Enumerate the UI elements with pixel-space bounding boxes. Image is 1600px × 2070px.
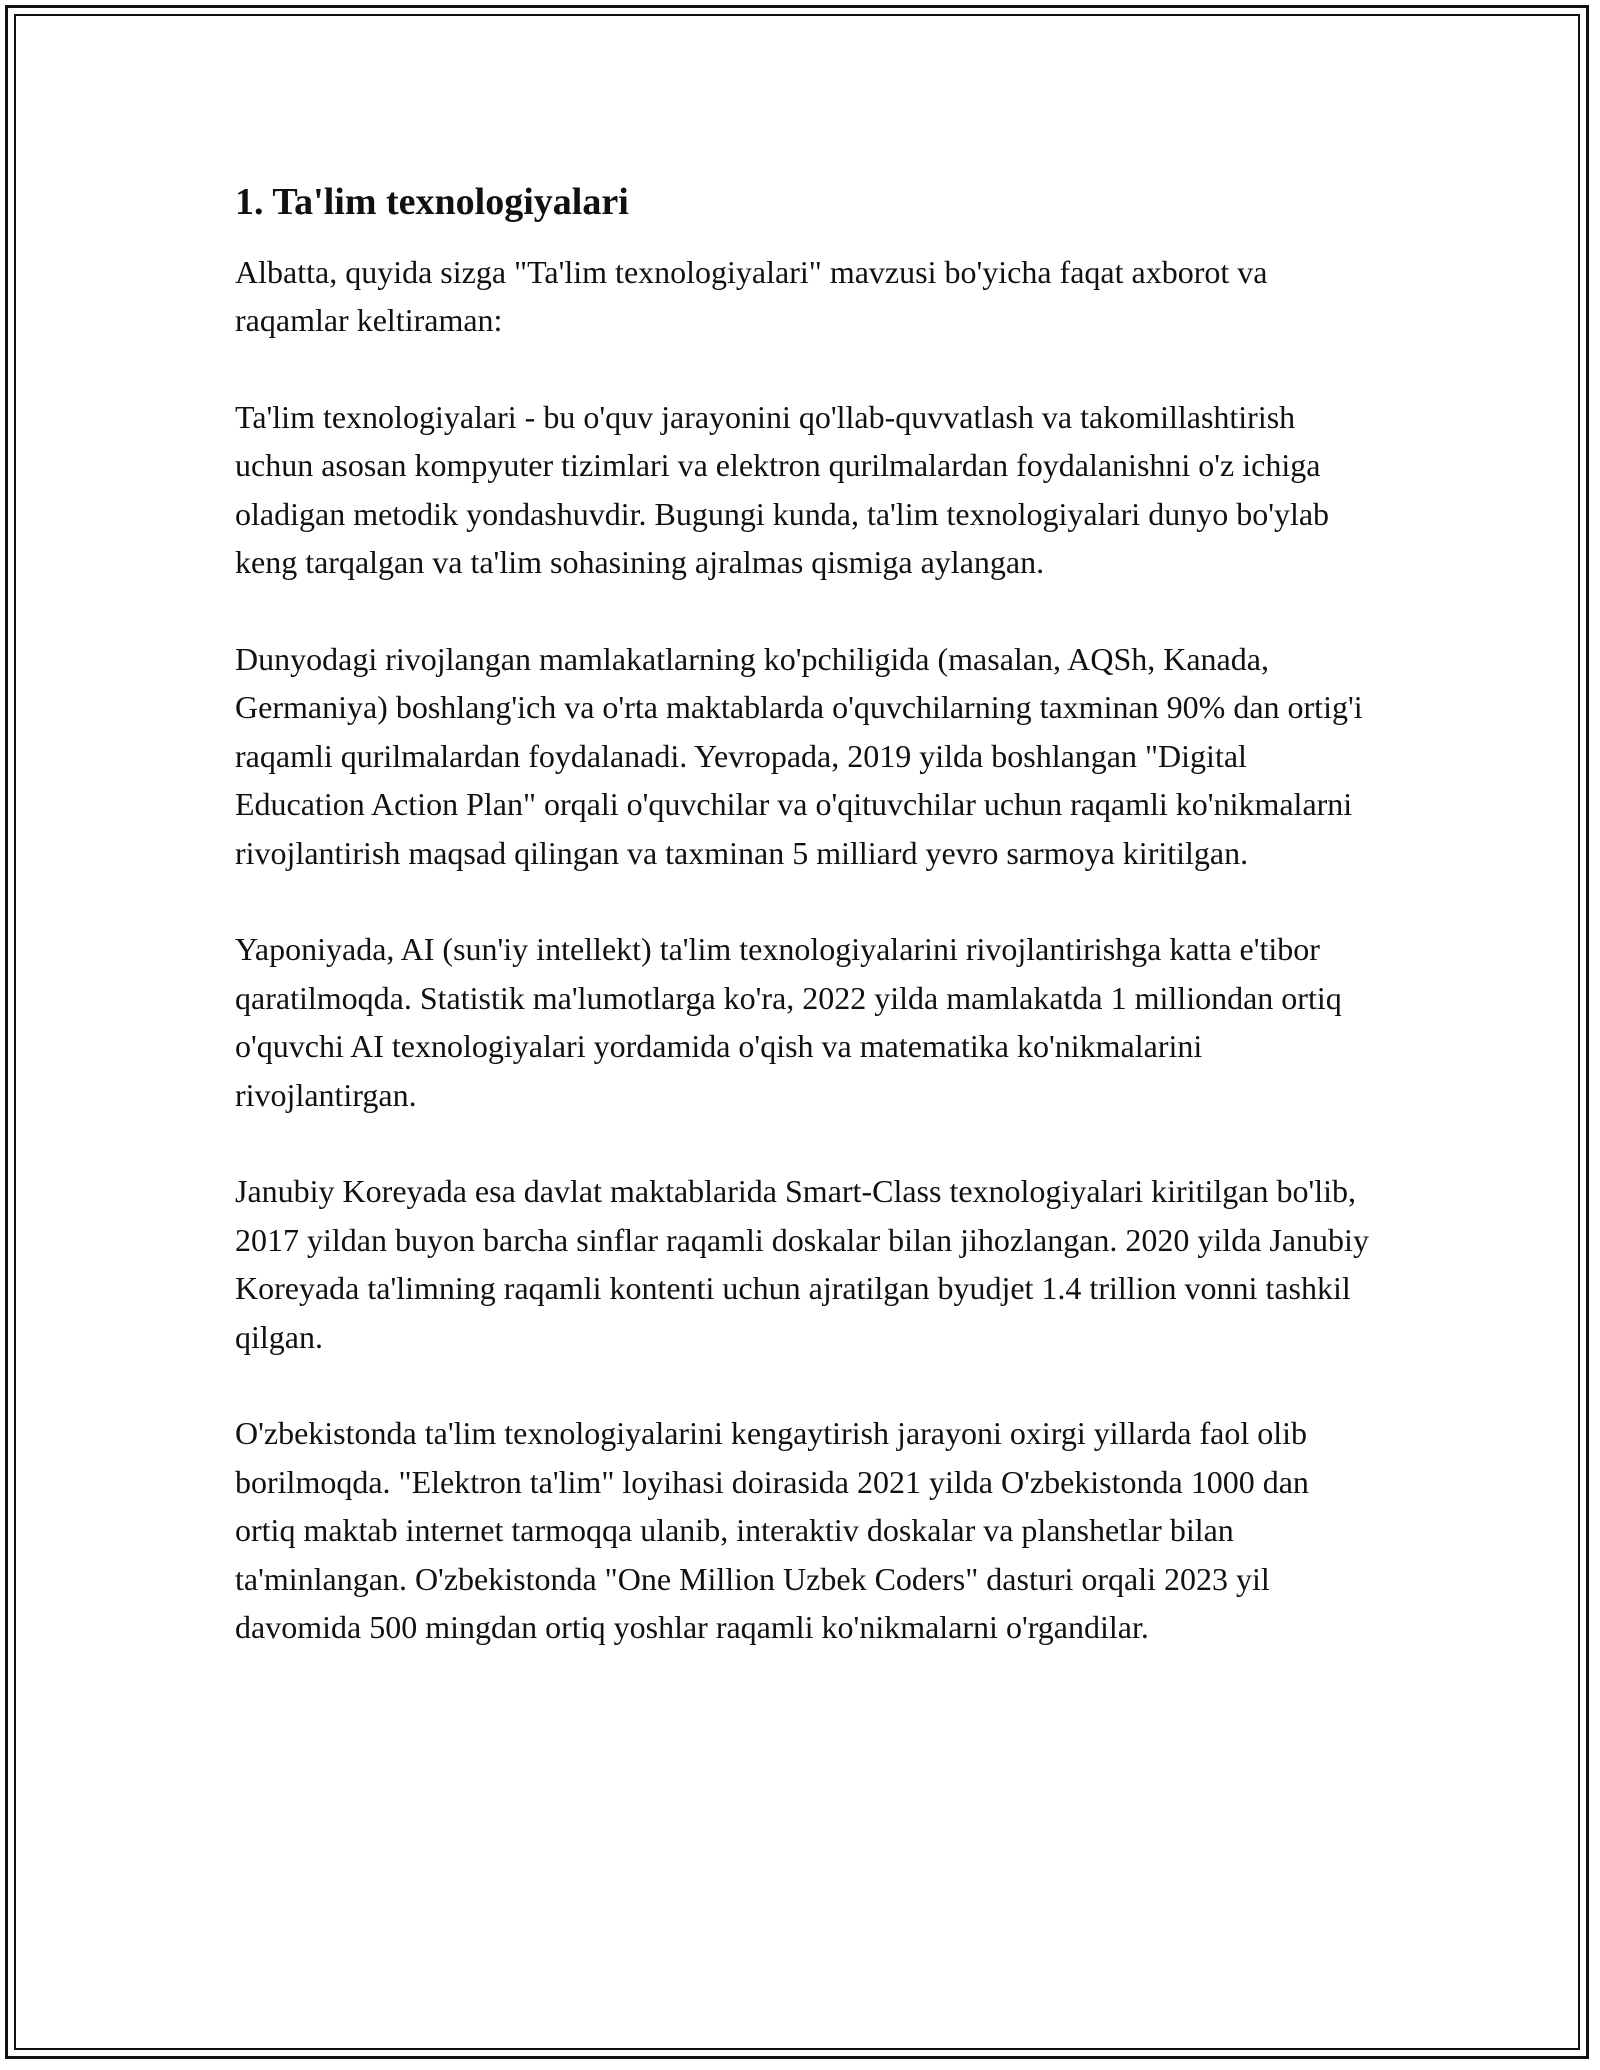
paragraph-japan: Yaponiyada, AI (sun'iy intellekt) ta'lim texnologiyalarini rivojlantirishga katta e'tibor qaratilmoqda. Statistik ma'lumotlarga ko'ra, 2022 yilda mamlakatda 1 milliondan ortiq o'quvchi AI texnologiyalari yordamida o'qish va matematika ko'nikmalarini rivojlantirgan. (235, 931, 1342, 1113)
paragraph-intro: Albatta, quyida sizga "Ta'lim texnologiyalari" mavzusi bo'yicha faqat axborot va raqamlar keltiraman: (235, 253, 1268, 339)
paragraph-definition: Ta'lim texnologiyalari - bu o'quv jarayonini qo'llab-quvvatlash va takomillashtirish uchun asosan kompyuter tizimlari va elektron qurilmalardan foydalanishni o'z ichiga oladigan metodik yondashuvdir. Bugungi kunda, ta'lim texnologiyalari dunyo bo'ylab keng tarqalgan va ta'lim sohasining ajralmas qismiga aylangan. (235, 398, 1330, 581)
document-body (235, 180, 1370, 1700)
document-title: 1. Ta'lim texnologiyalari (235, 181, 629, 223)
paragraph-uzbekistan: O'zbekistonda ta'lim texnologiyalarini kengaytirish jarayoni oxirgi yillarda faol olib borilmoqda. "Elektron ta'lim" loyihasi doirasida 2021 yilda O'zbekistonda 1000 dan ortiq maktab internet tarmoqqa ulanib, interaktiv doskalar va planshetlar bilan ta'minlangan. O'zbekistonda "One Million Uzbek Coders" dasturi orqali 2023 yil davomida 500 mingdan ortiq yoshlar raqamli ko'nikmalarni o'rgandilar. (235, 1415, 1309, 1646)
paragraph-south-korea: Janubiy Koreyada esa davlat maktablarida Smart-Class texnologiyalari kiritilgan bo'lib, 2017 yildan buyon barcha sinflar raqamli doskalar bilan jihozlangan. 2020 yilda Janubiy Koreyada ta'limning raqamli kontenti uchun ajratilgan byudjet 1.4 trillion vonni tashkil qilgan. (235, 1173, 1369, 1355)
paragraph-developed-countries: Dunyodagi rivojlangan mamlakatlarning ko'pchiligida (masalan, AQSh, Kanada, Germaniya) boshlang'ich va o'rta maktablarda o'quvchilarning taxminan 90% dan ortig'i raqamli qurilmalardan foydalanadi. Yevropada, 2019 yilda boshlangan "Digital Education Action Plan" orqali o'quvchilar va o'qituvchilar uchun raqamli ko'nikmalarni rivojlantirish maqsad qilingan va taxminan 5 milliard yevro sarmoya kiritilgan. (235, 640, 1363, 871)
